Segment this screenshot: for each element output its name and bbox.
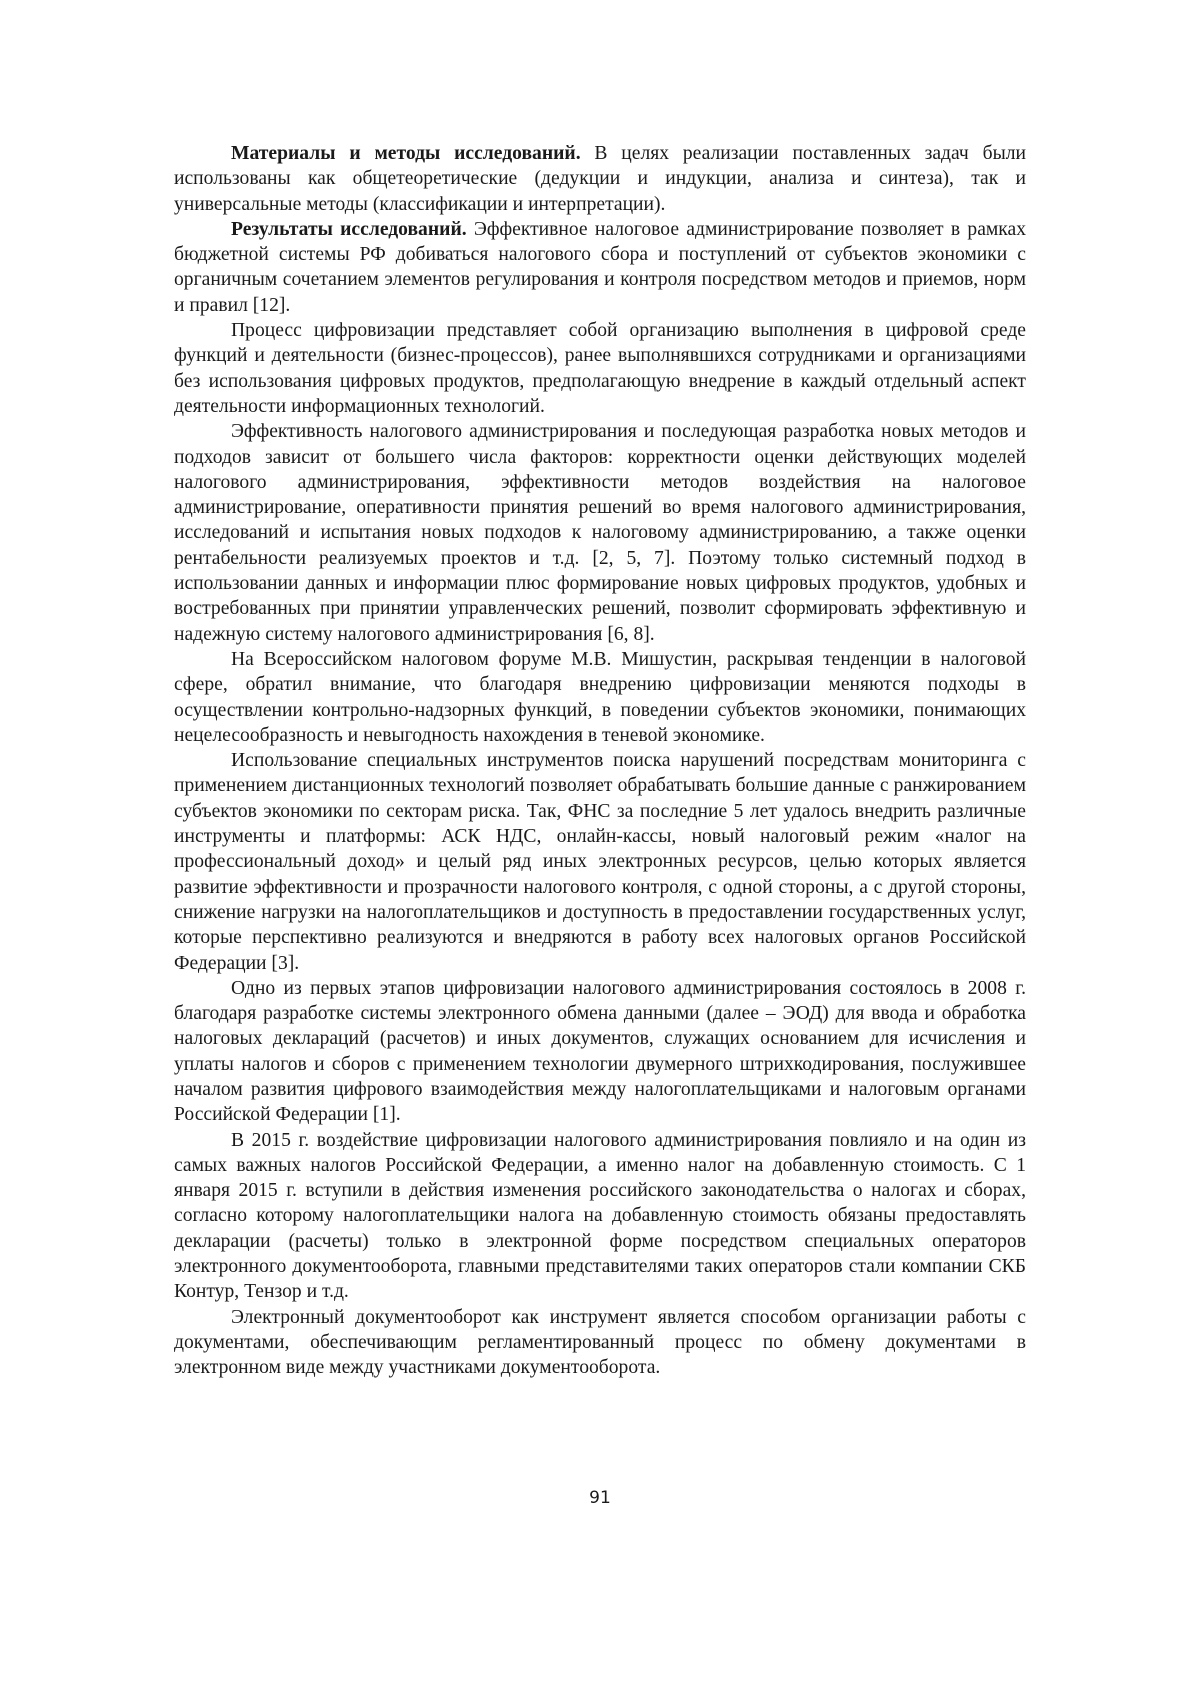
paragraph: [174, 1305, 1026, 1381]
paragraph-text: На Всероссийском налоговом форуме М.В. Мишустин, раскрывая тенденции в налоговой сфере, обратил внимание, что благодаря внедрению цифровизации меняются подходы в осуществлении контрольно-надзорных функций, в поведении субъектов экономики, понимающих нецелесообразность и невыгодность нахождения в теневой экономике.: [174, 648, 1026, 746]
paragraph-text: В 2015 г. воздействие цифровизации налогового администрирования повлияло и на один из самых важных налогов Российской Федерации, а именно налог на добавленную стоимость. С 1 января 2015 г. вступили в действия изменения российского законодательства о налогах и сборах, согласно которому налогоплательщики налога на добавленную стоимость обязаны предоставлять декларации (расчеты) только в электронной форме посредством специальных операторов электронного документооборота, главными представителями таких операторов стали компании СКБ Контур, Тензор и т.д.: [174, 1129, 1026, 1303]
paragraph-text: В целях реализации поставленных задач были использованы как общетеоретические (дедукции и индукции, анализа и синтеза), так и универсальные методы (классификации и интерпретации).: [174, 143, 1026, 215]
heading-results: Результаты исследований.: [231, 218, 467, 240]
paragraph-results: [174, 217, 1026, 318]
paragraph: [174, 1128, 1026, 1305]
paragraph: [174, 647, 1026, 748]
paragraph-text: Одно из первых этапов цифровизации налогового администрирования состоялось в 2008 г. благодаря разработке системы электронного обмена данными (далее – ЭОД) для ввода и обработка налоговых деклараций (расчетов) и иных документов, служащих основанием для исчисления и уплаты налогов и сборов с применением технологии двумерного штрихкодирования, послужившее началом развития цифрового взаимодействия между налогоплательщиками и налоговым органами Российской Федерации [1].: [174, 977, 1026, 1126]
paragraph-text: Эффективное налоговое администрирование позволяет в рамках бюджетной системы РФ добиваться налогового сбора и поступлений от субъектов экономики с органичным сочетанием элементов регулирования и контроля посредством методов и приемов, норм и правил [12].: [174, 218, 1027, 316]
paragraph: [174, 748, 1026, 976]
heading-methods: Материалы и методы исследований.: [231, 143, 581, 164]
paragraph-methods: [174, 141, 1026, 217]
paragraph: [174, 318, 1026, 419]
paragraph-text: Процесс цифровизации представляет собой организацию выполнения в цифровой среде функций и деятельности (бизнес-процессов), ранее выполнявшихся сотрудниками и организациями без использования цифровых продуктов, предполагающую внедрение в каждый отдельный аспект деятельности информационных технологий.: [174, 320, 1026, 417]
paragraph: [174, 976, 1026, 1128]
paragraph-text: Электронный документооборот как инструмент является способом организации работы с документами, обеспечивающим регламентированный процесс по обмену документами в электронном виде между участниками документооборота.: [174, 1306, 1026, 1379]
paragraph: [174, 419, 1026, 647]
page-number: 91: [589, 1488, 611, 1508]
paragraph-text: Эффективность налогового администрирования и последующая разработка новых методов и подходов зависит от большего числа факторов: корректности оценки действующих моделей налогового администрирования, эффективности методов воздействия на налоговое администрирование, оперативности принятия решений во время налогового администрирования, исследований и испытания новых подходов к налоговому администрированию, а также оценки рентабельности реализуемых проектов и т.д. [2, 5, 7]. Поэтому только системный подход в использовании данных и информации плюс формирование новых цифровых продуктов, удобных и востребованных при принятии управленческих решений, позволит сформировать эффективную и надежную систему налогового администрирования [6, 8].: [174, 421, 1026, 645]
body-text: [174, 141, 1026, 1381]
paragraph-text: Использование специальных инструментов поиска нарушений посредствам мониторинга с применением дистанционных технологий позволяет обрабатывать большие данные с ранжированием субъектов экономики по секторам риска. Так, ФНС за последние 5 лет удалось внедрить различные инструменты и платформы: АСК НДС, онлайн-кассы, новый налоговый режим «налог на профессиональный доход» и целый ряд иных электронных ресурсов, целью которых является развитие эффективности и прозрачности налогового контроля, с одной стороны, а с другой стороны, снижение нагрузки на налогоплательщиков и доступность в предоставлении государственных услуг, которые перспективно реализуются и внедряются в работу всех налоговых органов Российской Федерации [3].: [174, 750, 1026, 974]
